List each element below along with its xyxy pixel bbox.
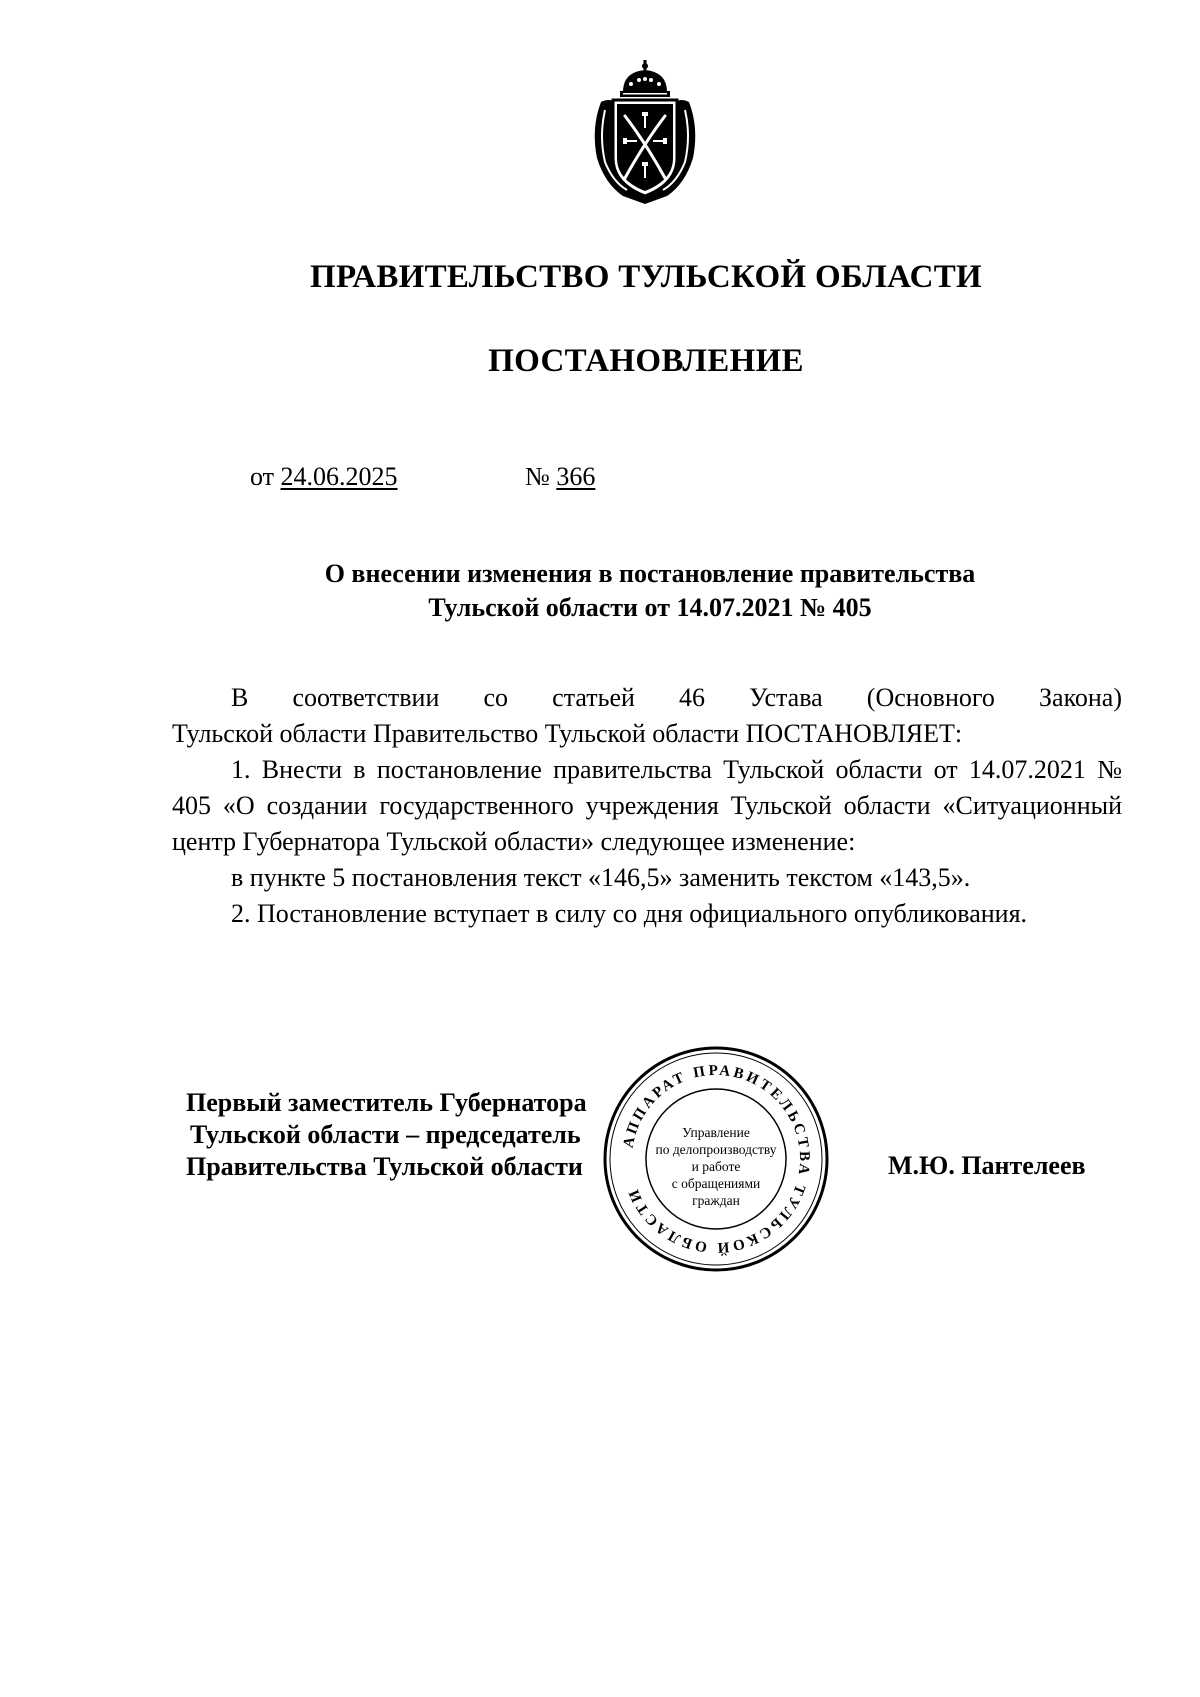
stamp-text-line-1: Управление <box>682 1125 750 1140</box>
signatory-position-line-2: Тульской области – председатель <box>190 1120 581 1149</box>
document-body <box>172 680 1122 932</box>
body-paragraph-3: в пункте 5 постановления текст «146,5» заменить текстом «143,5». <box>231 863 971 892</box>
document-date-line <box>250 462 398 492</box>
body-paragraph-1-rest: Тульской области Правительство Тульской области ПОСТАНОВЛЯЕТ: <box>172 719 963 748</box>
stamp-text-line-5: граждан <box>692 1193 740 1208</box>
document-number-line <box>525 462 595 492</box>
subject-line-2: Тульской области от 14.07.2021 № 405 <box>428 593 872 622</box>
tula-coat-of-arms-emblem <box>583 58 707 208</box>
document-subject <box>180 557 1120 625</box>
body-paragraph-4: 2. Постановление вступает в силу со дня официального опубликования. <box>231 899 1028 928</box>
signatory-position-line-1: Первый заместитель Губернатора <box>186 1088 587 1117</box>
subject-line-1: О внесении изменения в постановление правительства <box>324 559 976 588</box>
stamp-text-line-2: по делопроизводству <box>655 1142 777 1157</box>
body-paragraph-2: 1. Внести в постановление правительства Тульской области от 14.07.2021 № 405 «О создании государственного учреждения Тульской области «Ситуационный центр Губернатора Тульской области» следующее изменение: <box>172 755 1122 856</box>
signatory-position-line-3: Правительства Тульской области <box>186 1152 583 1181</box>
document-date: 24.06.2025 <box>280 462 398 491</box>
body-paragraph-1-line-1: В соответствии со статьей 46 Устава (Основного Закона) <box>231 683 1122 712</box>
document-number: 366 <box>556 462 596 491</box>
number-prefix: № <box>525 462 550 491</box>
signatory-position <box>186 1087 587 1183</box>
document-type-title: ПОСТАНОВЛЕНИЕ <box>488 343 804 379</box>
stamp-ring-text: АППАРАТ ПРАВИТЕЛЬСТВА ТУЛЬСКОЙ ОБЛАСТИ <box>620 1062 813 1256</box>
stamp-center-text <box>601 1124 831 1209</box>
stamp-text-line-4: с обращениями <box>671 1176 761 1191</box>
date-prefix: от <box>250 462 275 491</box>
government-title: ПРАВИТЕЛЬСТВО ТУЛЬСКОЙ ОБЛАСТИ <box>310 259 982 295</box>
signatory-name: М.Ю. Пантелеев <box>888 1151 1086 1180</box>
official-stamp <box>601 1044 831 1274</box>
stamp-text-line-3: и работе <box>691 1159 741 1174</box>
